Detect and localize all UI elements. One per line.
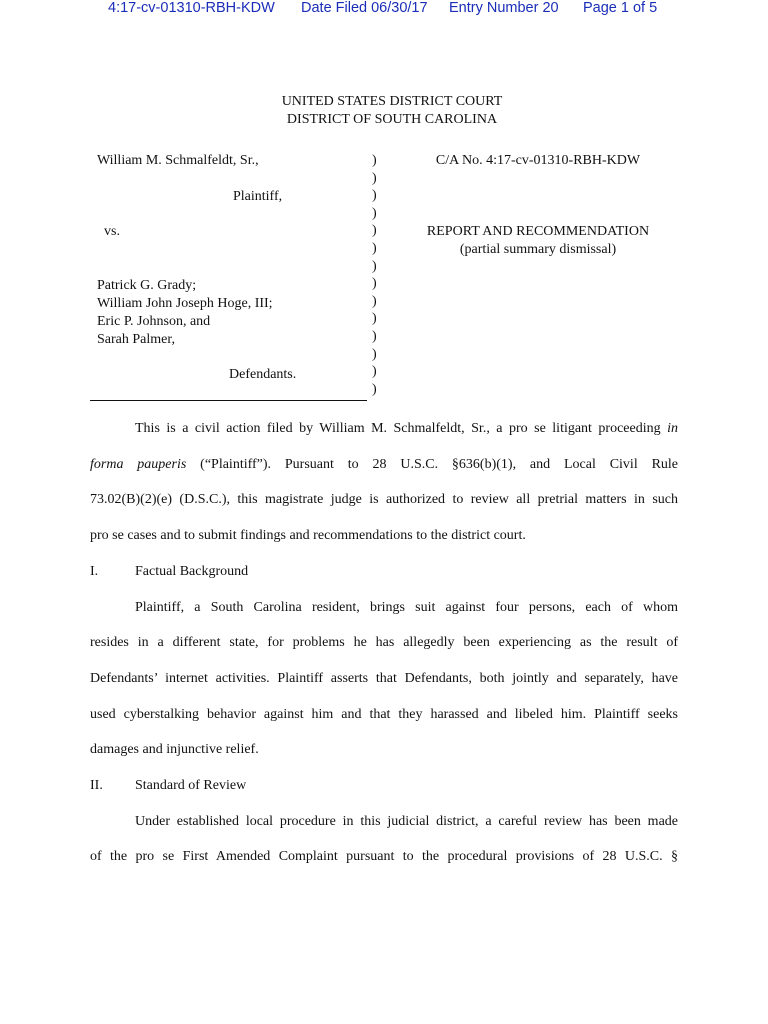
caption-parenthesis: ) <box>372 170 377 186</box>
caption-parenthesis: ) <box>372 364 377 380</box>
background-paragraph-line: Plaintiff, a South Carolina resident, brings suit against four persons, each of whom <box>135 600 678 615</box>
document-title: REPORT AND RECOMMENDATION <box>426 224 650 239</box>
caption-parenthesis: ) <box>372 188 377 204</box>
section-heading: Standard of Review <box>135 778 247 793</box>
caption-parenthesis: ) <box>372 276 377 292</box>
caption-parenthesis: ) <box>372 223 377 239</box>
defendant-name: Eric P. Johnson, and <box>97 314 211 329</box>
background-paragraph-line: Defendants’ internet activities. Plaintiff asserts that Defendants, both jointly and separately, have <box>90 671 678 686</box>
standard-paragraph-line: Under established local procedure in this judicial district, a careful review has been made <box>135 814 678 829</box>
background-paragraph-line: resides in a different state, for problems he has allegedly been experiencing as the result of <box>90 635 678 650</box>
intro-paragraph-line: 73.02(B)(2)(e) (D.S.C.), this magistrate judge is authorized to review all pretrial matters in such <box>90 492 678 507</box>
standard-paragraph-line: of the pro se First Amended Complaint pursuant to the procedural provisions of 28 U.S.C. § <box>90 849 678 864</box>
plaintiff-name: William M. Schmalfeldt, Sr., <box>97 153 259 168</box>
court-district: DISTRICT OF SOUTH CAROLINA <box>286 112 498 127</box>
intro-paragraph-line <box>90 456 678 474</box>
background-paragraph-line: damages and injunctive relief. <box>90 742 259 757</box>
plaintiff-label: Plaintiff, <box>233 189 283 204</box>
caption-underline <box>90 400 367 401</box>
intro-text: This is a civil action filed by William M. Schmalfeldt, Sr., a pro se litigant proceeding <box>135 421 661 436</box>
intro-paragraph-line: pro se cases and to submit findings and recommendations to the district court. <box>90 528 526 543</box>
background-paragraph-line: used cyberstalking behavior against him and that they harassed and libeled him. Plaintiff seeks <box>90 707 678 722</box>
caption-parenthesis: ) <box>372 205 377 221</box>
defendants-label: Defendants. <box>229 367 297 382</box>
defendant-name: Patrick G. Grady; <box>97 278 197 293</box>
caption-parenthesis: ) <box>372 153 377 168</box>
intro-italic: forma pauperis <box>90 457 187 472</box>
intro-paragraph-line <box>90 420 678 438</box>
intro-text: (“Plaintiff”). Pursuant to 28 U.S.C. §636(b)(1), and Local Civil Rule <box>186 457 679 472</box>
versus-label: vs. <box>104 224 120 239</box>
court-name: UNITED STATES DISTRICT COURT <box>281 94 503 109</box>
ecf-case-number: 4:17-cv-01310-RBH-KDW <box>108 0 275 16</box>
caption-parenthesis-column <box>372 152 382 398</box>
document-subtitle: (partial summary dismissal) <box>459 242 617 257</box>
ecf-entry-number: Entry Number 20 <box>449 0 559 16</box>
section-number: I. <box>90 564 99 579</box>
ecf-date-filed: Date Filed 06/30/17 <box>301 0 428 16</box>
section-number: II. <box>90 778 103 793</box>
defendant-name: Sarah Palmer, <box>97 332 175 347</box>
caption-parenthesis: ) <box>372 381 377 397</box>
caption-parenthesis: ) <box>372 346 377 362</box>
caption-parenthesis: ) <box>372 311 377 327</box>
ecf-filing-header <box>0 0 768 18</box>
section-heading: Factual Background <box>135 564 249 579</box>
intro-italic: in <box>667 421 678 436</box>
caption-parenthesis: ) <box>372 328 377 344</box>
caption-parenthesis: ) <box>372 293 377 309</box>
caption-parenthesis: ) <box>372 240 377 256</box>
defendant-name: William John Joseph Hoge, III; <box>97 296 273 311</box>
caption-parenthesis: ) <box>372 258 377 274</box>
ecf-page-count: Page 1 of 5 <box>583 0 658 16</box>
civil-action-number: C/A No. 4:17-cv-01310-RBH-KDW <box>435 153 641 168</box>
